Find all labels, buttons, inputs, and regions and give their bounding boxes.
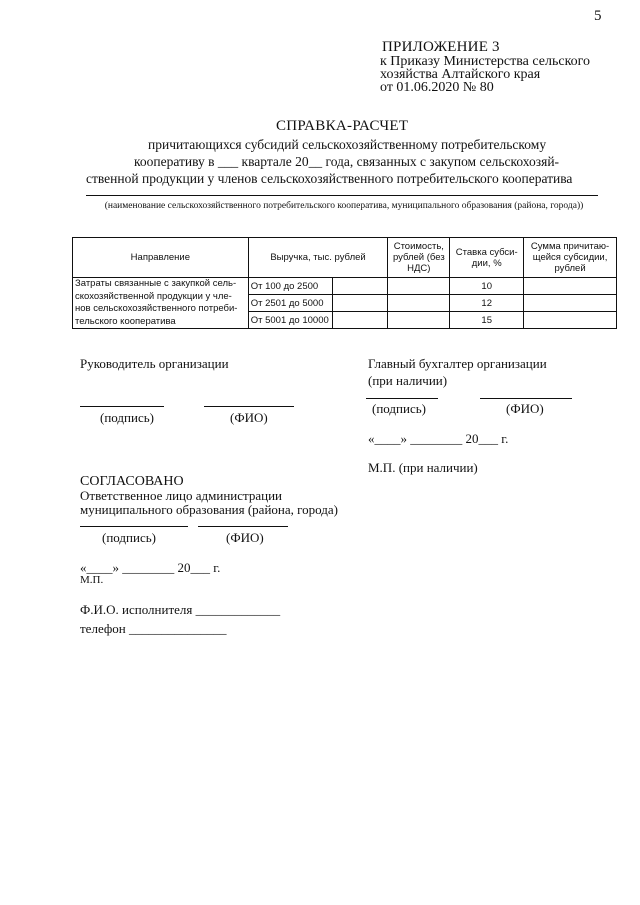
- header-revenue: Выручка, тыс. рублей: [248, 238, 388, 278]
- doc-subtitle-2: кооперативу в ___ квартале 20__ года, связанных с закупом сельскохозяй-: [134, 154, 560, 169]
- doc-subtitle-1: причитающихся субсидий сельскохозяйственному потребительскому: [148, 137, 547, 152]
- appendix-line-2: хозяйства Алтайского края: [380, 67, 541, 82]
- appendix-line-3: от 01.06.2020 № 80: [380, 80, 494, 95]
- head-fio-caption: (ФИО): [230, 410, 268, 425]
- agreed-line-1: Ответственное лицо администрации: [80, 488, 283, 503]
- header-direction: Направление: [73, 238, 249, 278]
- executor-name-field: Ф.И.О. исполнителя _____________: [80, 602, 281, 617]
- acc-fio-caption: (ФИО): [506, 401, 544, 416]
- rate-cell: 12: [450, 295, 524, 312]
- stamp-optional: М.П. (при наличии): [368, 460, 478, 475]
- head-label: Руководитель организации: [80, 356, 229, 371]
- row-label: [73, 278, 249, 329]
- agreed-fio-line: [198, 526, 288, 527]
- range-cell: От 2501 до 5000: [248, 295, 332, 312]
- rate-cell: 10: [450, 278, 524, 295]
- agreed-line-2: муниципального образования (района, города): [80, 502, 338, 517]
- agreed-title: СОГЛАСОВАНО: [80, 474, 184, 489]
- cost-cell[interactable]: [388, 295, 450, 312]
- name-note: (наименование сельскохозяйственного потребительского кооператива, муниципального образования (района, города)): [104, 201, 584, 211]
- agreed-signature-line: [80, 526, 188, 527]
- agreed-date-line: «____» ________ 20___ г.: [80, 560, 221, 575]
- range-cell: От 100 до 2500: [248, 278, 332, 295]
- acc-fio-line: [480, 398, 572, 399]
- cost-cell[interactable]: [388, 278, 450, 295]
- executor-phone-field: телефон _______________: [80, 621, 227, 636]
- row-label-line-3: нов сельскохозяйственного потреби-: [75, 303, 238, 314]
- head-fio-line: [204, 406, 294, 407]
- sum-cell[interactable]: [524, 278, 617, 295]
- row-label-line-1: Затраты связанные с закупкой сель-: [75, 278, 237, 289]
- acc-date-line: «____» ________ 20___ г.: [368, 431, 509, 446]
- chief-accountant-label: Главный бухгалтер организации: [368, 356, 547, 371]
- subsidy-table: [72, 237, 617, 329]
- row-label-line-2: скохозяйственной продукции у чле-: [75, 290, 232, 302]
- agreed-stamp: М.П.: [80, 574, 104, 586]
- page-number: 5: [594, 8, 602, 24]
- appendix-title: ПРИЛОЖЕНИЕ 3: [382, 39, 500, 55]
- acc-signature-caption: (подпись): [372, 401, 426, 416]
- empty-cell[interactable]: [332, 312, 388, 329]
- agreed-fio-caption: (ФИО): [226, 530, 264, 545]
- doc-subtitle-3: ственной продукции у членов сельскохозяйственного потребительского кооператива: [86, 171, 573, 186]
- header-cost: Стоимость, рублей (без НДС): [388, 238, 450, 278]
- header-rate: Ставка субси- дии, %: [450, 238, 524, 278]
- empty-cell[interactable]: [332, 295, 388, 312]
- name-fill-line: [86, 195, 598, 196]
- cost-cell[interactable]: [388, 312, 450, 329]
- range-cell: От 5001 до 10000: [248, 312, 332, 329]
- header-sum: Сумма причитаю- щейся субсидии, рублей: [524, 238, 617, 278]
- appendix-line-1: к Приказу Министерства сельского: [380, 54, 591, 69]
- sum-cell[interactable]: [524, 312, 617, 329]
- empty-cell[interactable]: [332, 278, 388, 295]
- acc-signature-line: [366, 398, 438, 399]
- head-signature-line: [80, 406, 164, 407]
- rate-cell: 15: [450, 312, 524, 329]
- doc-title: СПРАВКА-РАСЧЕТ: [276, 118, 409, 134]
- chief-accountant-note: (при наличии): [368, 373, 448, 388]
- row-label-line-4: тельского кооператива: [75, 315, 176, 327]
- sum-cell[interactable]: [524, 295, 617, 312]
- head-signature-caption: (подпись): [100, 410, 154, 425]
- agreed-signature-caption: (подпись): [102, 530, 156, 545]
